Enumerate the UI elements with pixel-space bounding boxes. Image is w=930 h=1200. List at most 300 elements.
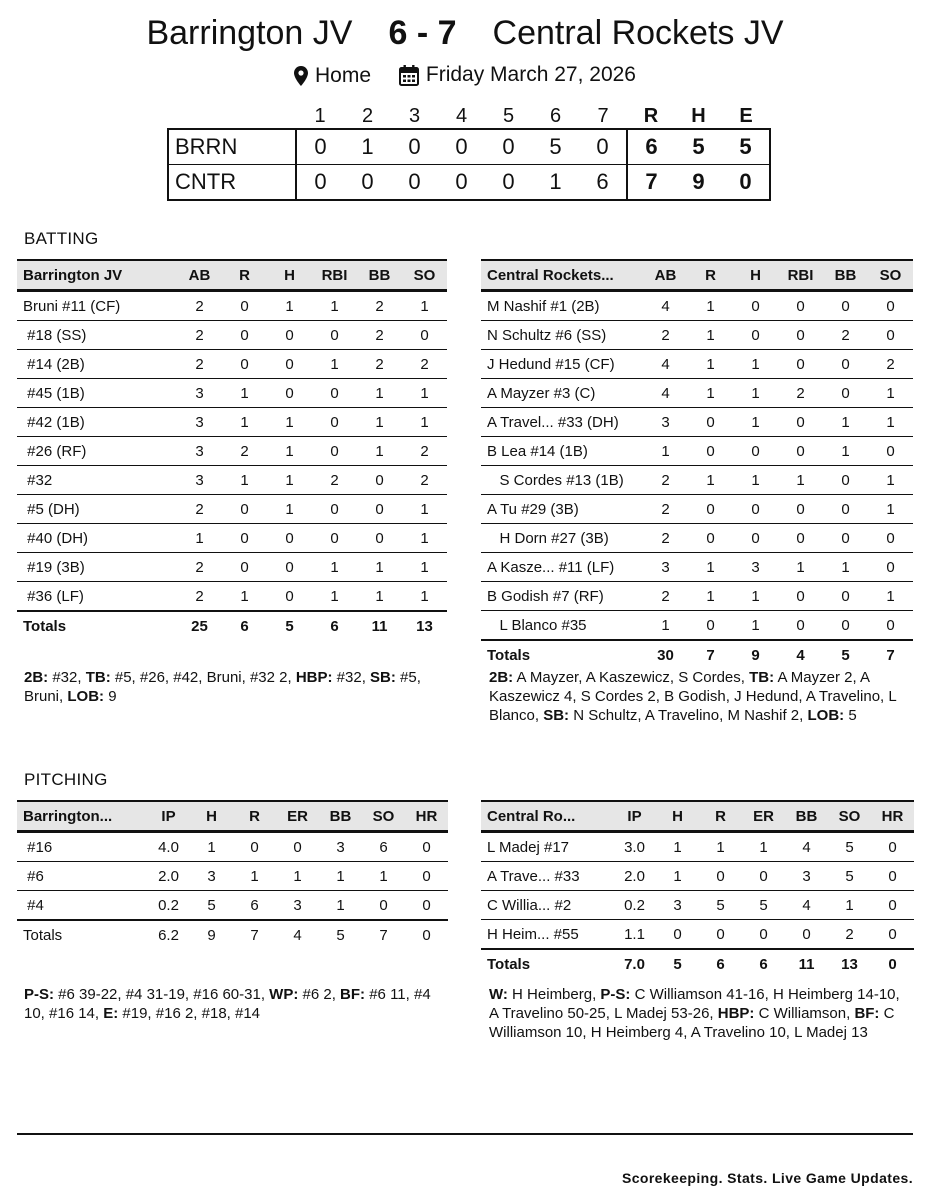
stat-cell: 0 <box>222 321 267 350</box>
batting-notes-away <box>24 668 444 706</box>
pitching-table-home <box>481 800 914 978</box>
stat-cell: 0 <box>357 495 402 524</box>
stat-cell: 2 <box>823 321 868 350</box>
stat-cell: 2 <box>402 437 447 466</box>
player-row <box>17 466 447 495</box>
stat-cell: 1 <box>222 466 267 495</box>
stat-cell: 0 <box>823 291 868 321</box>
player-row <box>481 862 914 891</box>
inning-score: 0 <box>344 165 391 201</box>
player-name: #5 (DH) <box>17 495 177 524</box>
stat-cell: 1 <box>778 553 823 582</box>
stat-column-header: H <box>190 801 233 832</box>
totals-cell: 0 <box>405 920 448 949</box>
linescore-row-away <box>168 129 770 165</box>
stat-column-header: R <box>222 260 267 291</box>
stat-cell: 4 <box>643 291 688 321</box>
player-row <box>17 379 447 408</box>
player-name: #6 <box>17 862 147 891</box>
stat-cell: 1 <box>233 862 276 891</box>
totals-cell: 6 <box>699 949 742 978</box>
totals-cell: 13 <box>828 949 871 978</box>
stat-cell: 1 <box>357 553 402 582</box>
stat-cell: 5 <box>828 862 871 891</box>
player-row <box>481 582 913 611</box>
stat-cell: 1 <box>656 862 699 891</box>
stat-cell: 3 <box>177 437 222 466</box>
player-row <box>481 920 914 950</box>
stat-cell: 0 <box>871 832 914 862</box>
inning-header: 4 <box>455 104 468 127</box>
stat-cell: 3 <box>643 408 688 437</box>
date-label: Friday March 27, 2026 <box>425 63 636 86</box>
totals-cell: 6 <box>222 611 267 640</box>
totals-cell: 25 <box>177 611 222 640</box>
errors-total: 0 <box>722 165 770 201</box>
stat-column-header: IP <box>613 801 656 832</box>
inning-score: 6 <box>579 165 627 201</box>
inning-score: 5 <box>532 129 579 165</box>
stat-cell: 1 <box>177 524 222 553</box>
player-row <box>17 437 447 466</box>
totals-cell: 4 <box>778 640 823 669</box>
inning-header: 2 <box>361 104 374 127</box>
stat-cell: 0 <box>402 321 447 350</box>
player-row <box>481 495 913 524</box>
stat-cell: 1 <box>222 582 267 612</box>
note-text: #6 39-22, #4 31-19, #16 60-31, <box>54 986 270 1003</box>
stat-cell: 1 <box>402 495 447 524</box>
player-name: #19 (3B) <box>17 553 177 582</box>
stat-column-header: SO <box>362 801 405 832</box>
stat-cell: 0 <box>733 495 778 524</box>
linescore-team: CNTR <box>168 165 296 201</box>
stat-cell: 2 <box>868 350 913 379</box>
stat-cell: 2 <box>402 466 447 495</box>
stat-cell: 1 <box>362 862 405 891</box>
stat-cell: 2 <box>177 582 222 612</box>
player-name: A Tu #29 (3B) <box>481 495 643 524</box>
stat-cell: 2 <box>828 920 871 950</box>
stat-cell: 2 <box>177 291 222 321</box>
stat-cell: 0 <box>312 437 357 466</box>
linescore-table <box>167 104 771 201</box>
stat-cell: 1 <box>319 862 362 891</box>
note-label: P-S: <box>24 986 54 1003</box>
player-row <box>17 408 447 437</box>
stat-cell: 0 <box>868 437 913 466</box>
pitching-notes-home <box>489 985 904 1042</box>
note-label: 2B: <box>24 669 49 686</box>
stat-cell: 0 <box>688 524 733 553</box>
stat-cell: 1 <box>357 408 402 437</box>
note-label: LOB: <box>807 707 845 724</box>
stat-cell: 0.2 <box>613 891 656 920</box>
stat-cell: 1 <box>733 611 778 641</box>
totals-cell: 11 <box>357 611 402 640</box>
player-name: L Blanco #35 <box>481 611 643 641</box>
stat-cell: 1 <box>688 379 733 408</box>
stat-cell: 2 <box>222 437 267 466</box>
stat-cell: 0 <box>778 350 823 379</box>
batting-section-title: BATTING <box>24 229 99 248</box>
stat-column-header: RBI <box>312 260 357 291</box>
stat-cell: 2.0 <box>613 862 656 891</box>
stat-cell: 0 <box>871 920 914 950</box>
stat-cell: 1 <box>688 350 733 379</box>
player-name: #18 (SS) <box>17 321 177 350</box>
stat-cell: 0 <box>267 379 312 408</box>
note-label: E: <box>103 1005 119 1022</box>
player-name: L Madej #17 <box>481 832 613 862</box>
stat-cell: 4 <box>785 891 828 920</box>
stat-header-row <box>481 801 914 832</box>
errors-total: 5 <box>722 129 770 165</box>
stat-cell: 1 <box>267 291 312 321</box>
stat-column-header: HR <box>871 801 914 832</box>
stat-cell: 1 <box>402 582 447 612</box>
linescore-row-home <box>168 165 770 201</box>
stat-cell: 1 <box>699 832 742 862</box>
stat-cell: 5 <box>742 891 785 920</box>
totals-cell: 6 <box>312 611 357 640</box>
stat-cell: 2 <box>357 321 402 350</box>
totals-cell: 7 <box>688 640 733 669</box>
stat-cell: 0 <box>405 891 448 921</box>
hits-total: 9 <box>675 165 722 201</box>
inning-score: 0 <box>579 129 627 165</box>
note-text: #19, #16 2, #18, #14 <box>118 1005 261 1022</box>
totals-row <box>481 949 914 978</box>
stat-cell: 0 <box>222 495 267 524</box>
note-label: 2B: <box>489 669 514 686</box>
stat-cell: 1 <box>688 553 733 582</box>
stat-cell: 0 <box>785 920 828 950</box>
stat-cell: 1 <box>402 379 447 408</box>
stat-cell: 0 <box>778 495 823 524</box>
player-name: #45 (1B) <box>17 379 177 408</box>
stat-cell: 0 <box>222 553 267 582</box>
stat-header-row <box>17 801 448 832</box>
player-row <box>481 832 914 862</box>
inning-header: 6 <box>549 104 562 127</box>
stat-cell: 0 <box>222 524 267 553</box>
stat-cell: 1 <box>868 379 913 408</box>
player-name: S Cordes #13 (1B) <box>481 466 643 495</box>
stat-cell: 1 <box>688 321 733 350</box>
footer-divider <box>17 1133 913 1135</box>
footer-tagline: Scorekeeping. Stats. Live Game Updates. <box>621 1170 913 1186</box>
note-label: LOB: <box>67 688 105 705</box>
batting-table-away <box>17 259 447 640</box>
stat-cell: 1 <box>357 582 402 612</box>
note-label: TB: <box>85 669 111 686</box>
totals-cell: 6 <box>742 949 785 978</box>
stat-cell: 3 <box>319 832 362 862</box>
stat-cell: 2 <box>177 553 222 582</box>
stat-cell: 0 <box>778 408 823 437</box>
stat-column-header: BB <box>823 260 868 291</box>
stat-cell: 0 <box>823 611 868 641</box>
player-name: H Heim... #55 <box>481 920 613 950</box>
stat-cell: 0 <box>823 582 868 611</box>
linescore-team-header <box>168 104 296 129</box>
inning-score: 0 <box>438 129 485 165</box>
note-text: #6 2, <box>298 986 341 1003</box>
player-name: Bruni #11 (CF) <box>17 291 177 321</box>
totals-row <box>17 611 447 640</box>
totals-cell: 5 <box>267 611 312 640</box>
player-row <box>17 321 447 350</box>
stat-cell: 0 <box>733 437 778 466</box>
stat-cell: 0 <box>868 611 913 641</box>
pitching-table-away <box>17 800 448 949</box>
stat-cell: 1 <box>733 379 778 408</box>
location-pin-icon <box>294 66 308 86</box>
stat-cell: 0 <box>405 832 448 862</box>
player-row <box>481 891 914 920</box>
home-team-name: Central Rockets JV <box>492 14 784 52</box>
inning-header: 1 <box>314 104 326 127</box>
stat-cell: 1 <box>402 291 447 321</box>
note-label: HBP: <box>295 669 333 686</box>
stat-cell: 1 <box>267 437 312 466</box>
stat-cell: 5 <box>828 832 871 862</box>
location-info <box>294 64 371 88</box>
stat-cell: 0 <box>733 321 778 350</box>
stat-cell: 5 <box>699 891 742 920</box>
stat-cell: 0 <box>222 291 267 321</box>
totals-cell: 7 <box>233 920 276 949</box>
stat-cell: 1 <box>742 832 785 862</box>
stat-cell: 3 <box>656 891 699 920</box>
totals-label: Totals <box>481 949 613 978</box>
stat-cell: 0 <box>357 524 402 553</box>
player-row <box>481 611 913 641</box>
stat-cell: 3.0 <box>613 832 656 862</box>
stat-cell: 2 <box>357 350 402 379</box>
note-text: #6 11, #4 10, #16 14, <box>24 986 431 1022</box>
player-row <box>17 350 447 379</box>
inning-score: 0 <box>485 165 532 201</box>
stat-cell: 2 <box>177 495 222 524</box>
stat-cell: 0 <box>871 891 914 920</box>
player-name: C Willia... #2 <box>481 891 613 920</box>
stat-cell: 2 <box>402 350 447 379</box>
totals-cell: 4 <box>276 920 319 949</box>
stat-cell: 0 <box>823 466 868 495</box>
player-name: A Travel... #33 (DH) <box>481 408 643 437</box>
note-text: #5, #26, #42, Bruni, #32 2, <box>110 669 296 686</box>
player-row <box>481 321 913 350</box>
stat-cell: 1 <box>643 437 688 466</box>
inning-score: 1 <box>344 129 391 165</box>
player-row <box>481 466 913 495</box>
stat-column-header: AB <box>177 260 222 291</box>
stat-cell: 1 <box>312 350 357 379</box>
final-score: 6 - 7 <box>388 14 457 52</box>
team-column-header: Barrington JV <box>17 260 177 291</box>
stat-cell: 0 <box>267 321 312 350</box>
stat-cell: 4 <box>785 832 828 862</box>
linescore-header-row <box>168 104 770 129</box>
stat-column-header: SO <box>828 801 871 832</box>
player-name: #40 (DH) <box>17 524 177 553</box>
note-text: A Mayzer, A Kaszewicz, S Cordes, <box>513 669 750 686</box>
stat-cell: 1 <box>733 350 778 379</box>
player-name: A Trave... #33 <box>481 862 613 891</box>
stat-cell: 0 <box>823 524 868 553</box>
stat-column-header: H <box>656 801 699 832</box>
stat-cell: 1 <box>267 466 312 495</box>
stat-cell: 0 <box>778 321 823 350</box>
stat-cell: 1 <box>357 437 402 466</box>
note-text: #32, <box>48 669 86 686</box>
player-name: B Godish #7 (RF) <box>481 582 643 611</box>
player-name: A Mayzer #3 (C) <box>481 379 643 408</box>
stat-cell: 0 <box>868 291 913 321</box>
game-info <box>0 63 930 92</box>
stat-cell: 1 <box>828 891 871 920</box>
stat-column-header: BB <box>785 801 828 832</box>
stat-cell: 0 <box>267 524 312 553</box>
note-label: BF: <box>854 1005 880 1022</box>
stat-column-header: IP <box>147 801 190 832</box>
note-label: P-S: <box>600 986 631 1003</box>
stat-cell: 0 <box>778 582 823 611</box>
stat-cell: 4 <box>643 350 688 379</box>
totals-cell: 13 <box>402 611 447 640</box>
stat-cell: 3 <box>733 553 778 582</box>
note-text: H Heimberg, <box>507 986 601 1003</box>
team-column-header: Central Ro... <box>481 801 613 832</box>
stat-cell: 1 <box>402 553 447 582</box>
note-label: BF: <box>340 986 366 1003</box>
stat-cell: 0 <box>742 920 785 950</box>
stat-cell: 0 <box>868 524 913 553</box>
stat-cell: 1 <box>276 862 319 891</box>
note-text: #5, Bruni, <box>24 669 421 705</box>
totals-cell: 11 <box>785 949 828 978</box>
stat-cell: 1 <box>778 466 823 495</box>
player-name: J Hedund #15 (CF) <box>481 350 643 379</box>
note-text: C Williamson, <box>754 1005 855 1022</box>
game-header <box>0 14 930 92</box>
player-name: B Lea #14 (1B) <box>481 437 643 466</box>
stat-cell: 1 <box>733 466 778 495</box>
stat-cell: 0 <box>312 379 357 408</box>
stat-cell: 1 <box>222 379 267 408</box>
player-row <box>481 524 913 553</box>
player-row <box>481 350 913 379</box>
runs-header: R <box>643 104 659 127</box>
note-text: C Williamson 41-16, H Heimberg 14-10, A Travelino 50-25, L Madej 53-26, <box>489 986 900 1022</box>
player-name: H Dorn #27 (3B) <box>481 524 643 553</box>
stat-cell: 0 <box>868 321 913 350</box>
runs-total: 6 <box>627 129 675 165</box>
stat-cell: 1 <box>312 291 357 321</box>
inning-score: 0 <box>296 129 344 165</box>
stat-cell: 2 <box>643 495 688 524</box>
stat-cell: 0 <box>656 920 699 950</box>
stat-cell: 1 <box>357 379 402 408</box>
stat-cell: 3 <box>785 862 828 891</box>
inning-score: 0 <box>485 129 532 165</box>
player-row <box>17 291 447 321</box>
hits-header: H <box>691 104 706 127</box>
note-text: C Williamson 10, H Heimberg 4, A Travelino 10, L Madej 13 <box>489 1005 895 1041</box>
player-name: #14 (2B) <box>17 350 177 379</box>
player-row <box>481 408 913 437</box>
stat-column-header: R <box>688 260 733 291</box>
stat-cell: 1 <box>312 553 357 582</box>
player-row <box>17 832 448 862</box>
stat-cell: 0 <box>312 524 357 553</box>
inning-header: 3 <box>408 104 421 127</box>
stat-header-row <box>481 260 913 291</box>
team-column-header: Central Rockets... <box>481 260 643 291</box>
stat-cell: 1 <box>222 408 267 437</box>
stat-cell: 3 <box>177 408 222 437</box>
stat-cell: 0 <box>222 350 267 379</box>
stat-cell: 1 <box>868 408 913 437</box>
totals-cell: 9 <box>733 640 778 669</box>
stat-cell: 0 <box>312 321 357 350</box>
errors-header: E <box>739 104 753 127</box>
player-name: M Nashif #1 (2B) <box>481 291 643 321</box>
totals-label: Totals <box>17 611 177 640</box>
player-row <box>481 553 913 582</box>
stat-column-header: HR <box>405 801 448 832</box>
stat-cell: 0 <box>823 350 868 379</box>
stat-cell: 1 <box>190 832 233 862</box>
stat-cell: 0 <box>699 920 742 950</box>
stat-column-header: ER <box>742 801 785 832</box>
stat-cell: 0 <box>778 524 823 553</box>
stat-cell: 3 <box>276 891 319 921</box>
stat-cell: 2 <box>312 466 357 495</box>
team-column-header: Barrington... <box>17 801 147 832</box>
note-text: 5 <box>844 707 857 724</box>
note-label: SB: <box>370 669 396 686</box>
stat-cell: 1 <box>733 582 778 611</box>
player-name: #32 <box>17 466 177 495</box>
player-name: A Kasze... #11 (LF) <box>481 553 643 582</box>
inning-score: 0 <box>438 165 485 201</box>
totals-cell: 7 <box>868 640 913 669</box>
stat-cell: 2 <box>177 321 222 350</box>
stat-cell: 3 <box>643 553 688 582</box>
player-row <box>17 582 447 612</box>
stat-cell: 1 <box>402 408 447 437</box>
stat-cell: 1 <box>868 466 913 495</box>
player-row <box>481 291 913 321</box>
batting-table-home <box>481 259 913 669</box>
stat-cell: 1 <box>823 553 868 582</box>
stat-cell: 4 <box>643 379 688 408</box>
stat-cell: 1 <box>319 891 362 921</box>
stat-column-header: SO <box>402 260 447 291</box>
inning-score: 0 <box>296 165 344 201</box>
player-name: #36 (LF) <box>17 582 177 612</box>
stat-cell: 0.2 <box>147 891 190 921</box>
stat-cell: 3 <box>177 466 222 495</box>
stat-cell: 0 <box>312 495 357 524</box>
stat-cell: 0 <box>733 291 778 321</box>
note-label: SB: <box>543 707 570 724</box>
totals-cell: 7.0 <box>613 949 656 978</box>
stat-cell: 1 <box>656 832 699 862</box>
